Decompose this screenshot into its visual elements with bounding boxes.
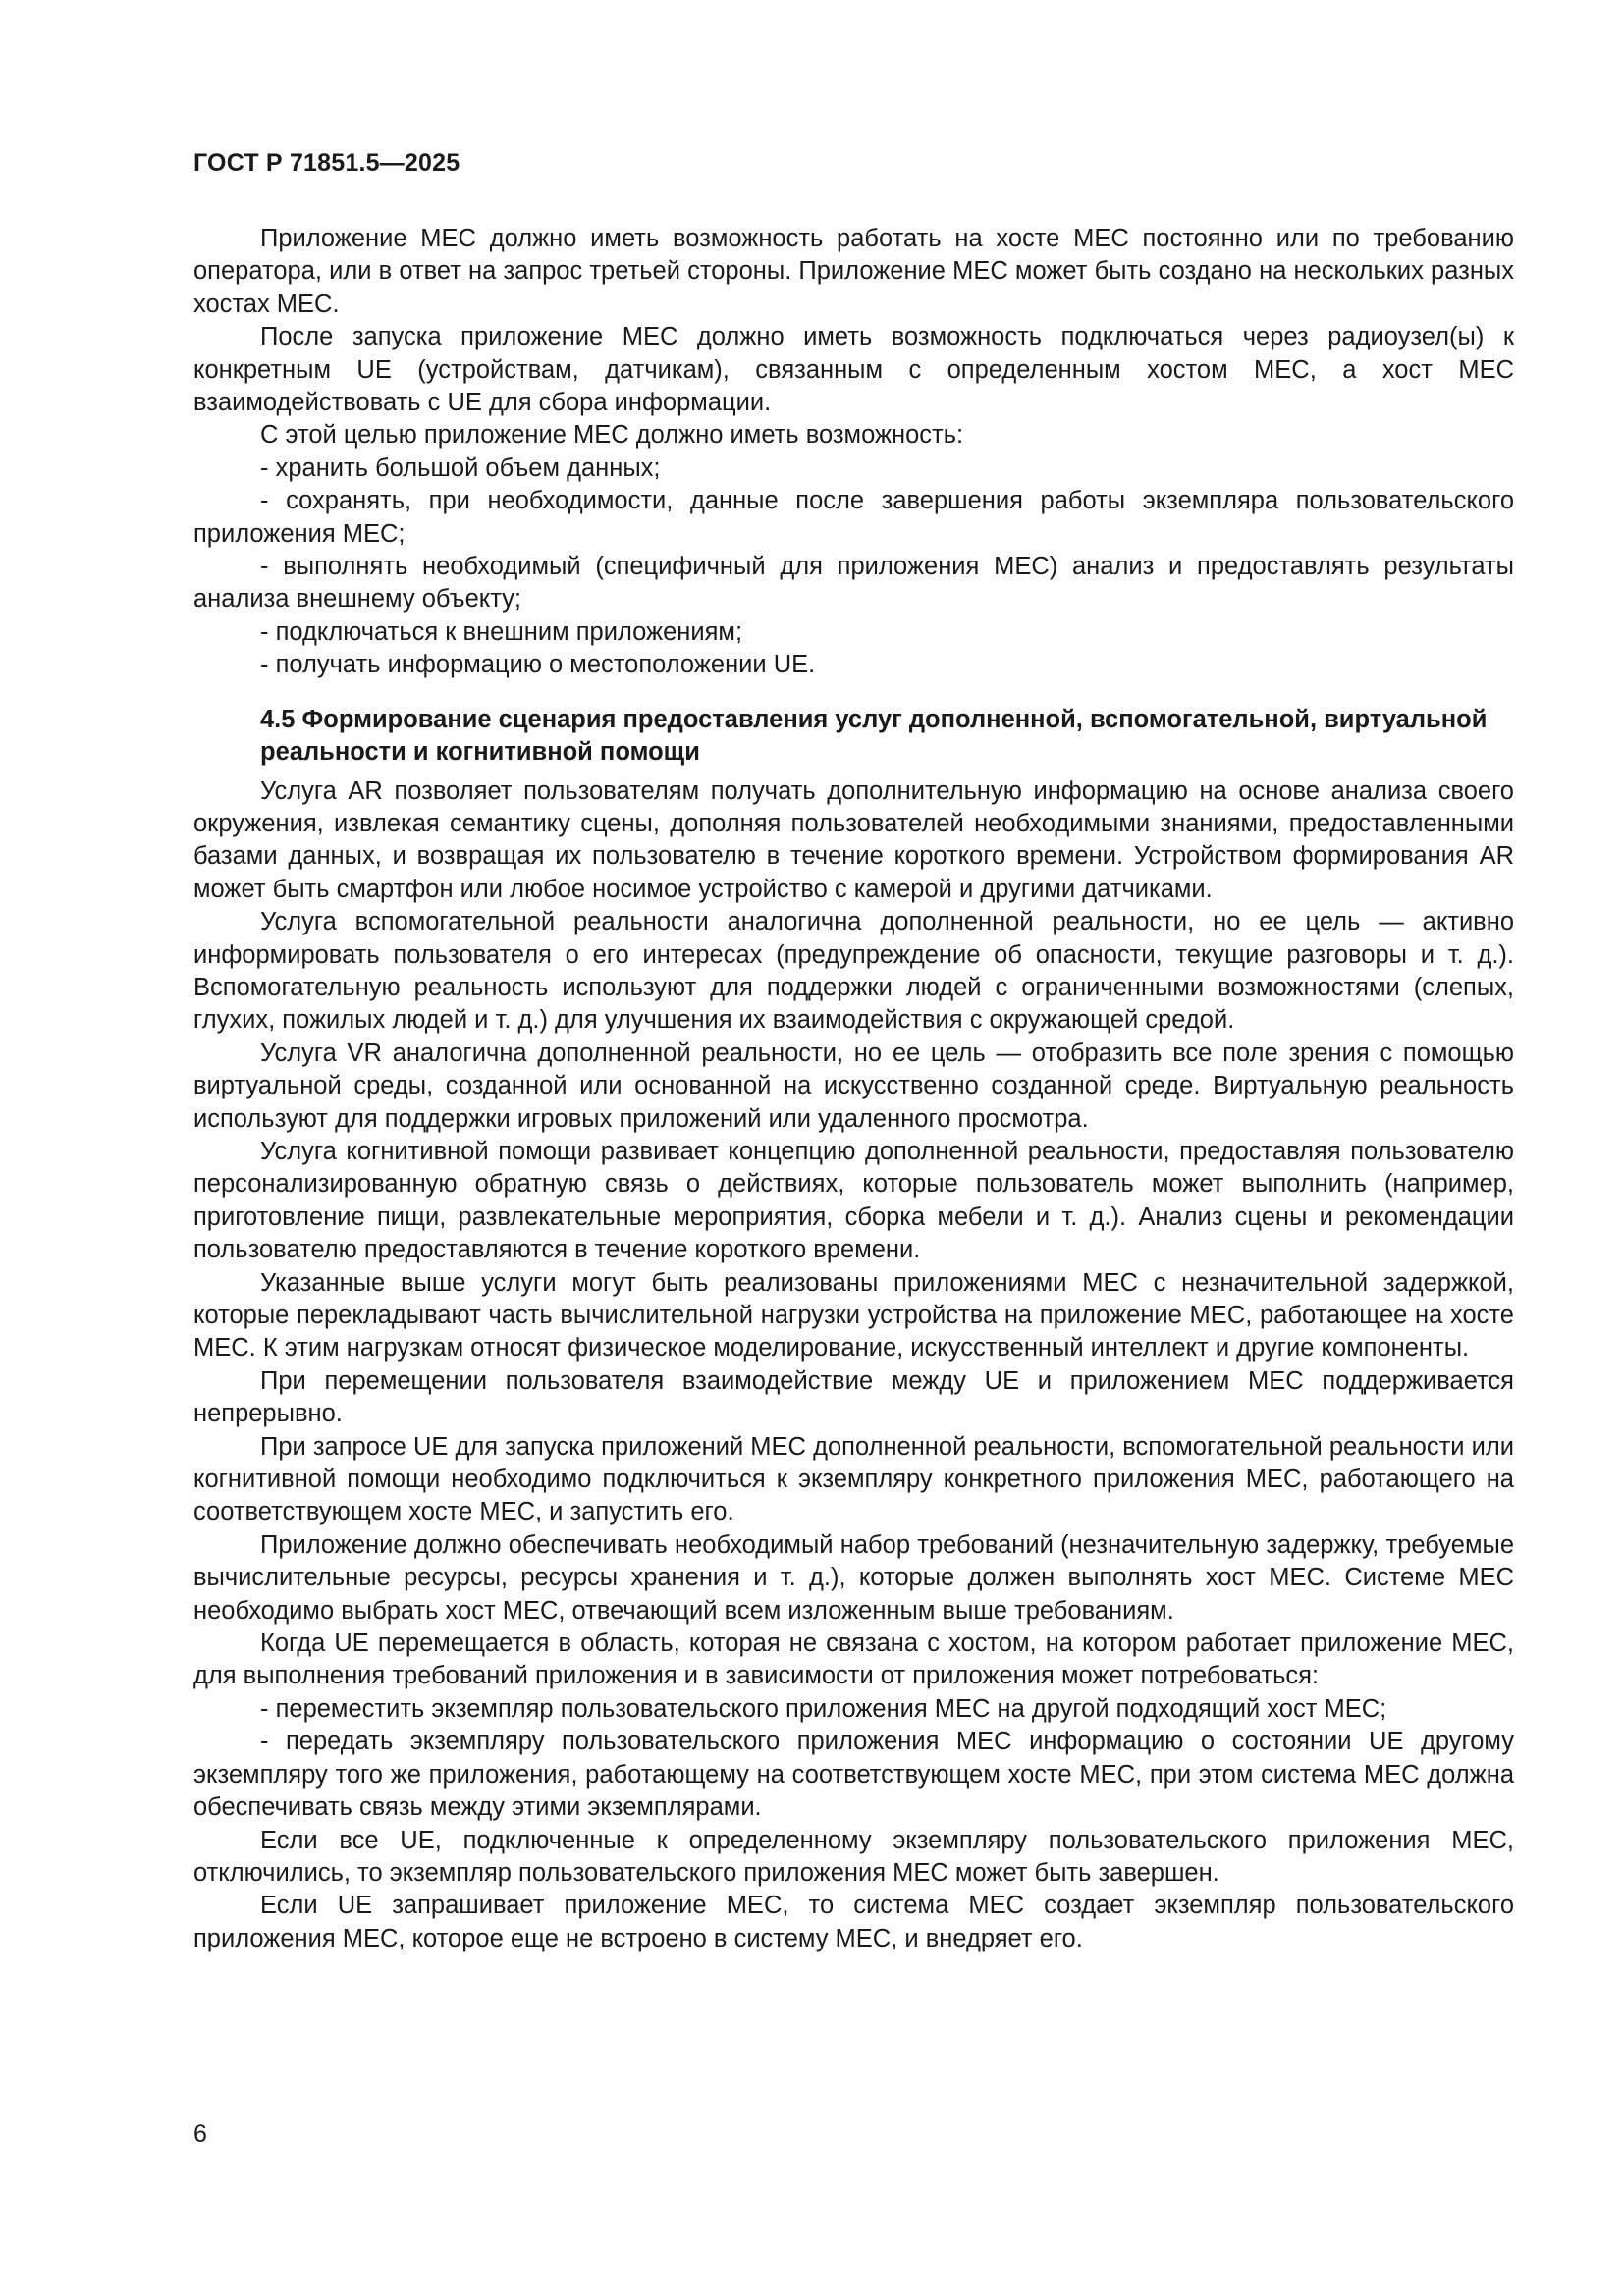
paragraph: Приложение должно обеспечивать необходимый набор требований (незначительную задержку, требуемые вычислительные ресурсы, ресурсы хранения и т. д.), которые должен выполнять хост МЕС. Системе МЕС необходимо выбрать хост МЕС, отвечающий всем изложенным выше требованиям. <box>193 1530 1514 1625</box>
paragraph: Когда UE перемещается в область, которая не связана с хостом, на котором работает приложение МЕС, для выполнения требований приложения и в зависимости от приложения может потребоваться: <box>193 1629 1514 1690</box>
paragraph: Услуга VR аналогична дополненной реальности, но ее цель — отобразить все поле зрения с помощью виртуальной среды, созданной или основанной на искусственно созданной среде. Виртуальную реальность используют для поддержки игровых приложений или удаленного просмотра. <box>193 1039 1514 1133</box>
paragraph: Указанные выше услуги могут быть реализованы приложениями МЕС с незначительной задержкой, которые перекладывают часть вычислительной нагрузки устройства на приложение МЕС, работающее на хосте МЕС. К этим нагрузкам относят физическое моделирование, искусственный интеллект и другие компоненты. <box>193 1268 1514 1362</box>
list-item: - сохранять, при необходимости, данные после завершения работы экземпляра пользовательского приложения МЕС; <box>193 487 1514 548</box>
list-item: - получать информацию о местоположении UE. <box>260 651 816 679</box>
paragraph: С этой целью приложение МЕС должно иметь возможность: <box>260 421 964 450</box>
paragraph: Приложение МЕС должно иметь возможность работать на хосте МЕС постоянно или по требованию оператора, или в ответ на запрос третьей стороны. Приложение МЕС может быть создано на нескольких разных хостах МЕС. <box>193 225 1514 318</box>
list-item: - выполнять необходимый (специфичный для приложения МЕС) анализ и предоставлять результаты анализа внешнему объекту; <box>193 553 1514 614</box>
list-item: - подключаться к внешним приложениям; <box>260 617 743 646</box>
list-item: - передать экземпляру пользовательского приложения МЕС информацию о состоянии UE другому экземпляру того же приложения, работающему на соответствующем хосте МЕС, при этом система МЕС должна обеспечивать связь между этими экземплярами. <box>193 1728 1514 1822</box>
paragraph: После запуска приложение МЕС должно иметь возможность подключаться через радиоузел(ы) к конкретным UE (устройствам, датчикам), связанным с определенным хостом МЕС, а хост МЕС взаимодействовать с UE для сбора информации. <box>193 323 1514 417</box>
document-body <box>193 223 1514 1955</box>
paragraph: Услуга когнитивной помощи развивает концепцию дополненной реальности, предоставляя пользователю персонализированную обратную связь о действиях, которые пользователь может выполнить (например, приготовление пищи, развлекательные мероприятия, сборка мебели и т. д.). Анализ сцены и рекомендации пользователю предоставляются в течение короткого времени. <box>193 1137 1514 1264</box>
paragraph: Услуга вспомогательной реальности аналогична дополненной реальности, но ее цель — активно информировать пользователя о его интересах (предупреждение об опасности, текущие разговоры и т. д.). Вспомогательную реальность используют для поддержки людей с ограниченными возможностями (слепых, глухих, пожилых людей и т. д.) для улучшения их взаимодействия с окружающей средой. <box>193 908 1514 1035</box>
list-item: - хранить большой объем данных; <box>260 454 661 482</box>
document-header: ГОСТ Р 71851.5—2025 <box>193 149 460 177</box>
paragraph: При запросе UE для запуска приложений МЕС дополненной реальности, вспомогательной реальности или когнитивной помощи необходимо подключиться к экземпляру конкретного приложения МЕС, работающего на соответствующем хосте МЕС, и запустить его. <box>193 1432 1514 1526</box>
paragraph: Если все UE, подключенные к определенному экземпляру пользовательского приложения МЕС, отключились, то экземпляр пользовательского приложения МЕС может быть завершен. <box>193 1826 1514 1887</box>
section-heading: 4.5 Формирование сценария предоставления услуг дополненной, вспомогательной, виртуальной реальности и когнитивной помощи <box>260 705 1488 767</box>
paragraph: При перемещении пользователя взаимодействие между UE и приложением МЕС поддерживается непрерывно. <box>193 1366 1514 1428</box>
paragraph: Если UE запрашивает приложение МЕС, то система МЕС создает экземпляр пользовательского приложения МЕС, которое еще не встроено в систему МЕС, и внедряет его. <box>193 1892 1514 1952</box>
page-number: 6 <box>193 2120 207 2148</box>
list-item: - переместить экземпляр пользовательского приложения МЕС на другой подходящий хост МЕС; <box>260 1694 1387 1723</box>
paragraph: Услуга AR позволяет пользователям получать дополнительную информацию на основе анализа своего окружения, извлекая семантику сцены, дополняя пользователей необходимыми знаниями, предоставленными базами данных, и возвращая их пользователю в течение короткого времени. Устройством формирования AR может быть смартфон или любое носимое устройство с камерой и другими датчиками. <box>193 776 1514 903</box>
